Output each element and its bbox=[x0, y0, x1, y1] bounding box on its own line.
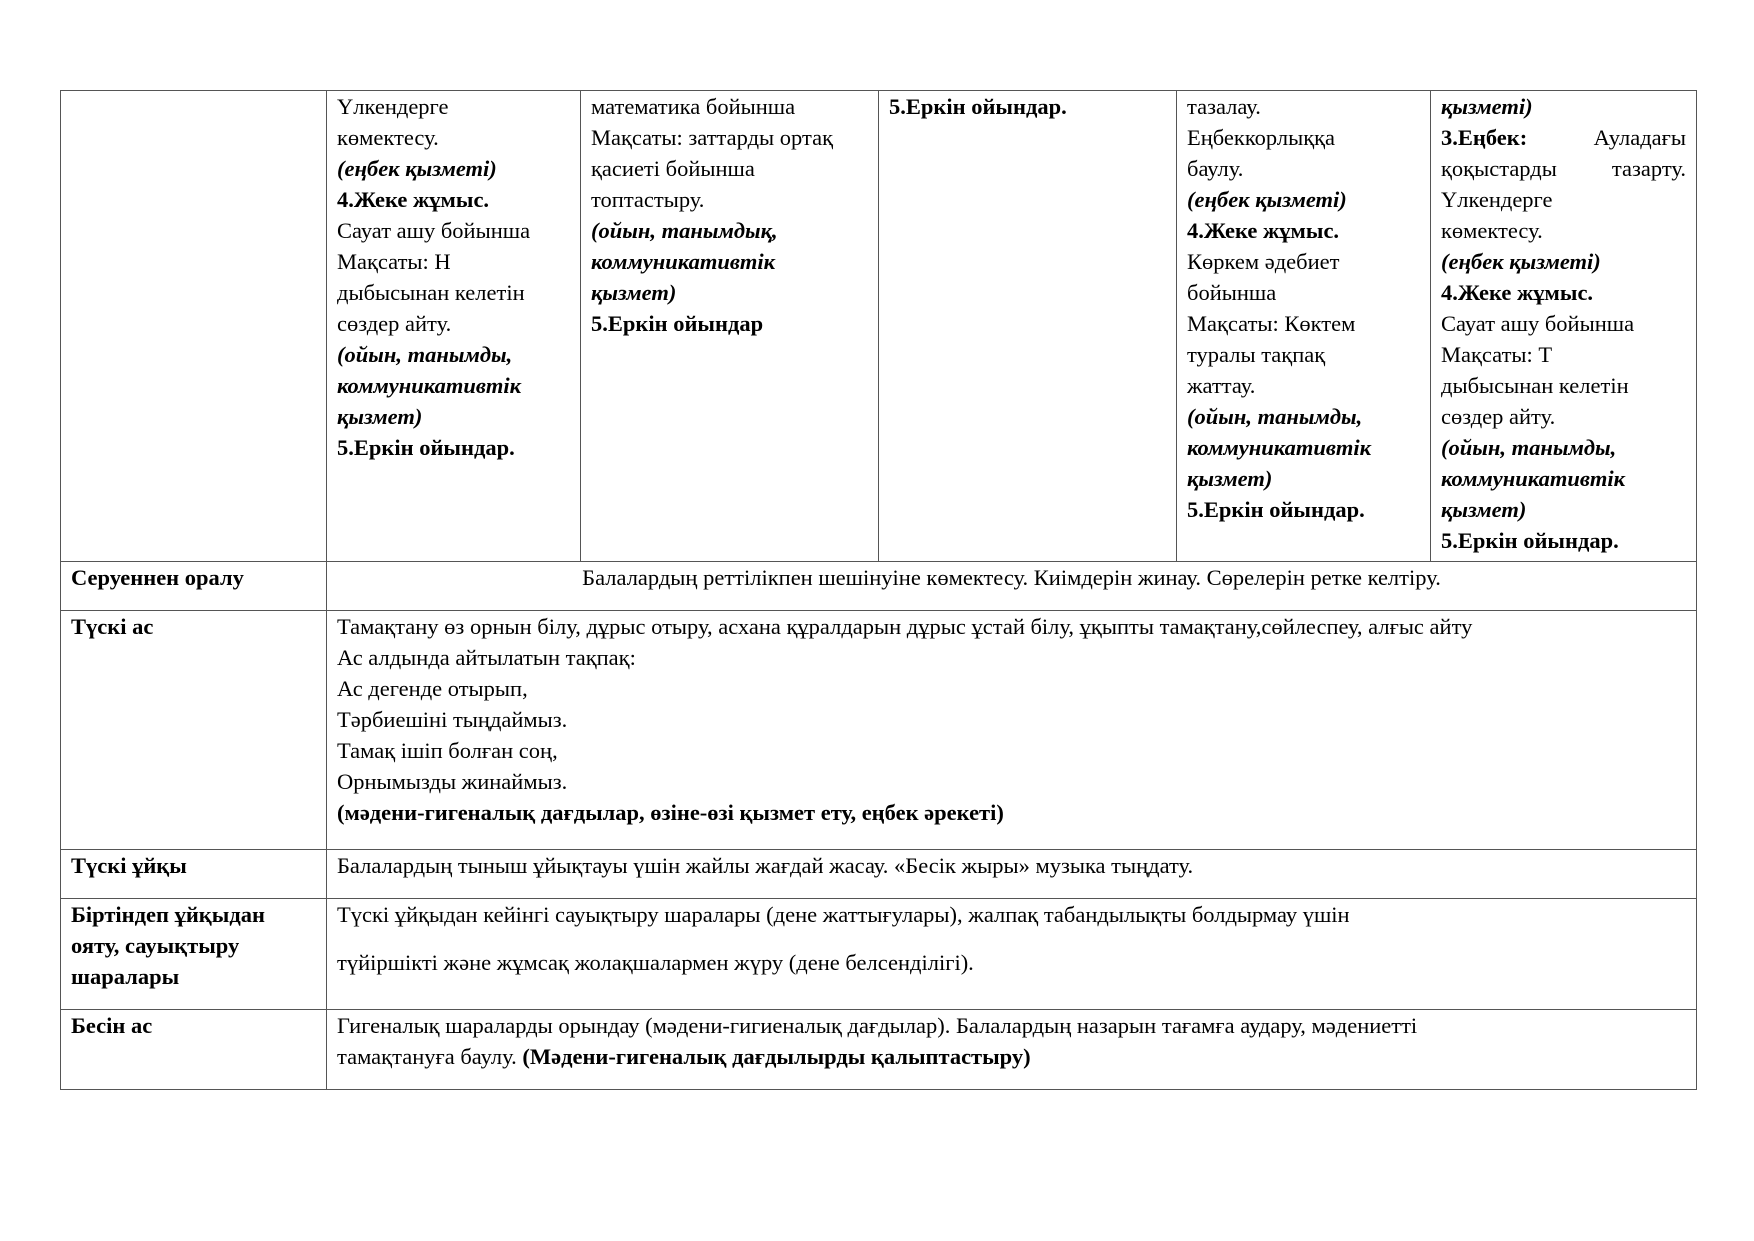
row-content: Түскі ұйқыдан кейінгі сауықтыру шаралары (дене жаттығулары), жалпақ табандылықты болдырмау үшін түйіршікті және жұмсақ жолақшалармен жүру (дене белсенділігі). bbox=[327, 899, 1697, 1010]
cell-friday: тазалау. Еңбеккорлыққа баулу. (еңбек қызметі) 4.Жеке жұмыс. Көркем әдебиет бойынша Мақсаты: Көктем туралы тақпақ жаттау. (ойын, танымды, коммуникативтік қызмет) 5.Еркін ойындар. bbox=[1177, 91, 1431, 562]
table-row bbox=[61, 899, 1697, 1010]
row-content: Тамақтану өз орнын білу, дұрыс отыру, асхана құралдарын дұрыс ұстай білу, ұқыпты тамақтану,сөйлеспеу, алғыс айту Ас алдында айтылатын тақпақ: Ас дегенде отырып, Тәрбиешіні тыңдаймыз. Тамақ ішіп болған соң, Орнымызды жинаймыз. (мәдени-гигеналық дағдылар, өзіне-өзі қызмет ету, еңбек әрекеті) bbox=[327, 611, 1697, 850]
table-row bbox=[61, 91, 1697, 562]
cell-thursday: 5.Еркін ойындар. bbox=[879, 91, 1177, 562]
cell-wednesday: математика бойынша Мақсаты: заттарды ортақ қасиеті бойынша топтастыру. (ойын, танымдық, коммуникативтік қызмет) 5.Еркін ойындар bbox=[581, 91, 879, 562]
table-row bbox=[61, 562, 1697, 611]
cell-tuesday: Үлкендерге көмектесу. (еңбек қызметі) 4.Жеке жұмыс. Сауат ашу бойынша Мақсаты: Н дыбысынан келетін сөздер айту. (ойын, танымды, коммуникативтік қызмет) 5.Еркін ойындар. bbox=[327, 91, 581, 562]
row-label: Түскі ұйқы bbox=[61, 850, 327, 899]
row-label: Біртіндеп ұйқыдан ояту, сауықтыру шаралары bbox=[61, 899, 327, 1010]
row-content: Балалардың реттілікпен шешінуіне көмектесу. Киімдерін жинау. Сөрелерін ретке келтіру. bbox=[327, 562, 1697, 611]
row-label: Түскі ас bbox=[61, 611, 327, 850]
row-label: Серуеннен оралу bbox=[61, 562, 327, 611]
row-content: Гигеналық шараларды орындау (мәдени-гигиеналық дағдылар). Балалардың назарын тағамға аудару, мәдениетті тамақтануға баулу. (Мәдени-гигеналық дағдылырды қалыптастыру) bbox=[327, 1010, 1697, 1090]
schedule-table bbox=[60, 90, 1697, 1090]
row-content: Балалардың тыныш ұйықтауы үшін жайлы жағдай жасау. «Бесік жыры» музыка тыңдату. bbox=[327, 850, 1697, 899]
row-label: Бесін ас bbox=[61, 1010, 327, 1090]
row-label-cell bbox=[61, 91, 327, 562]
cell-extra: қызметі) 3.Еңбек: Ауладағы қоқыстарды тазарту. Үлкендерге көмектесу. (еңбек қызметі) 4.Жеке жұмыс. Сауат ашу бойынша Мақсаты: Т дыбысынан келетін сөздер айту. (ойын, танымды, коммуникативтік қызмет) 5.Еркін ойындар. bbox=[1431, 91, 1697, 562]
table-row bbox=[61, 611, 1697, 850]
table-row bbox=[61, 1010, 1697, 1090]
table-row bbox=[61, 850, 1697, 899]
